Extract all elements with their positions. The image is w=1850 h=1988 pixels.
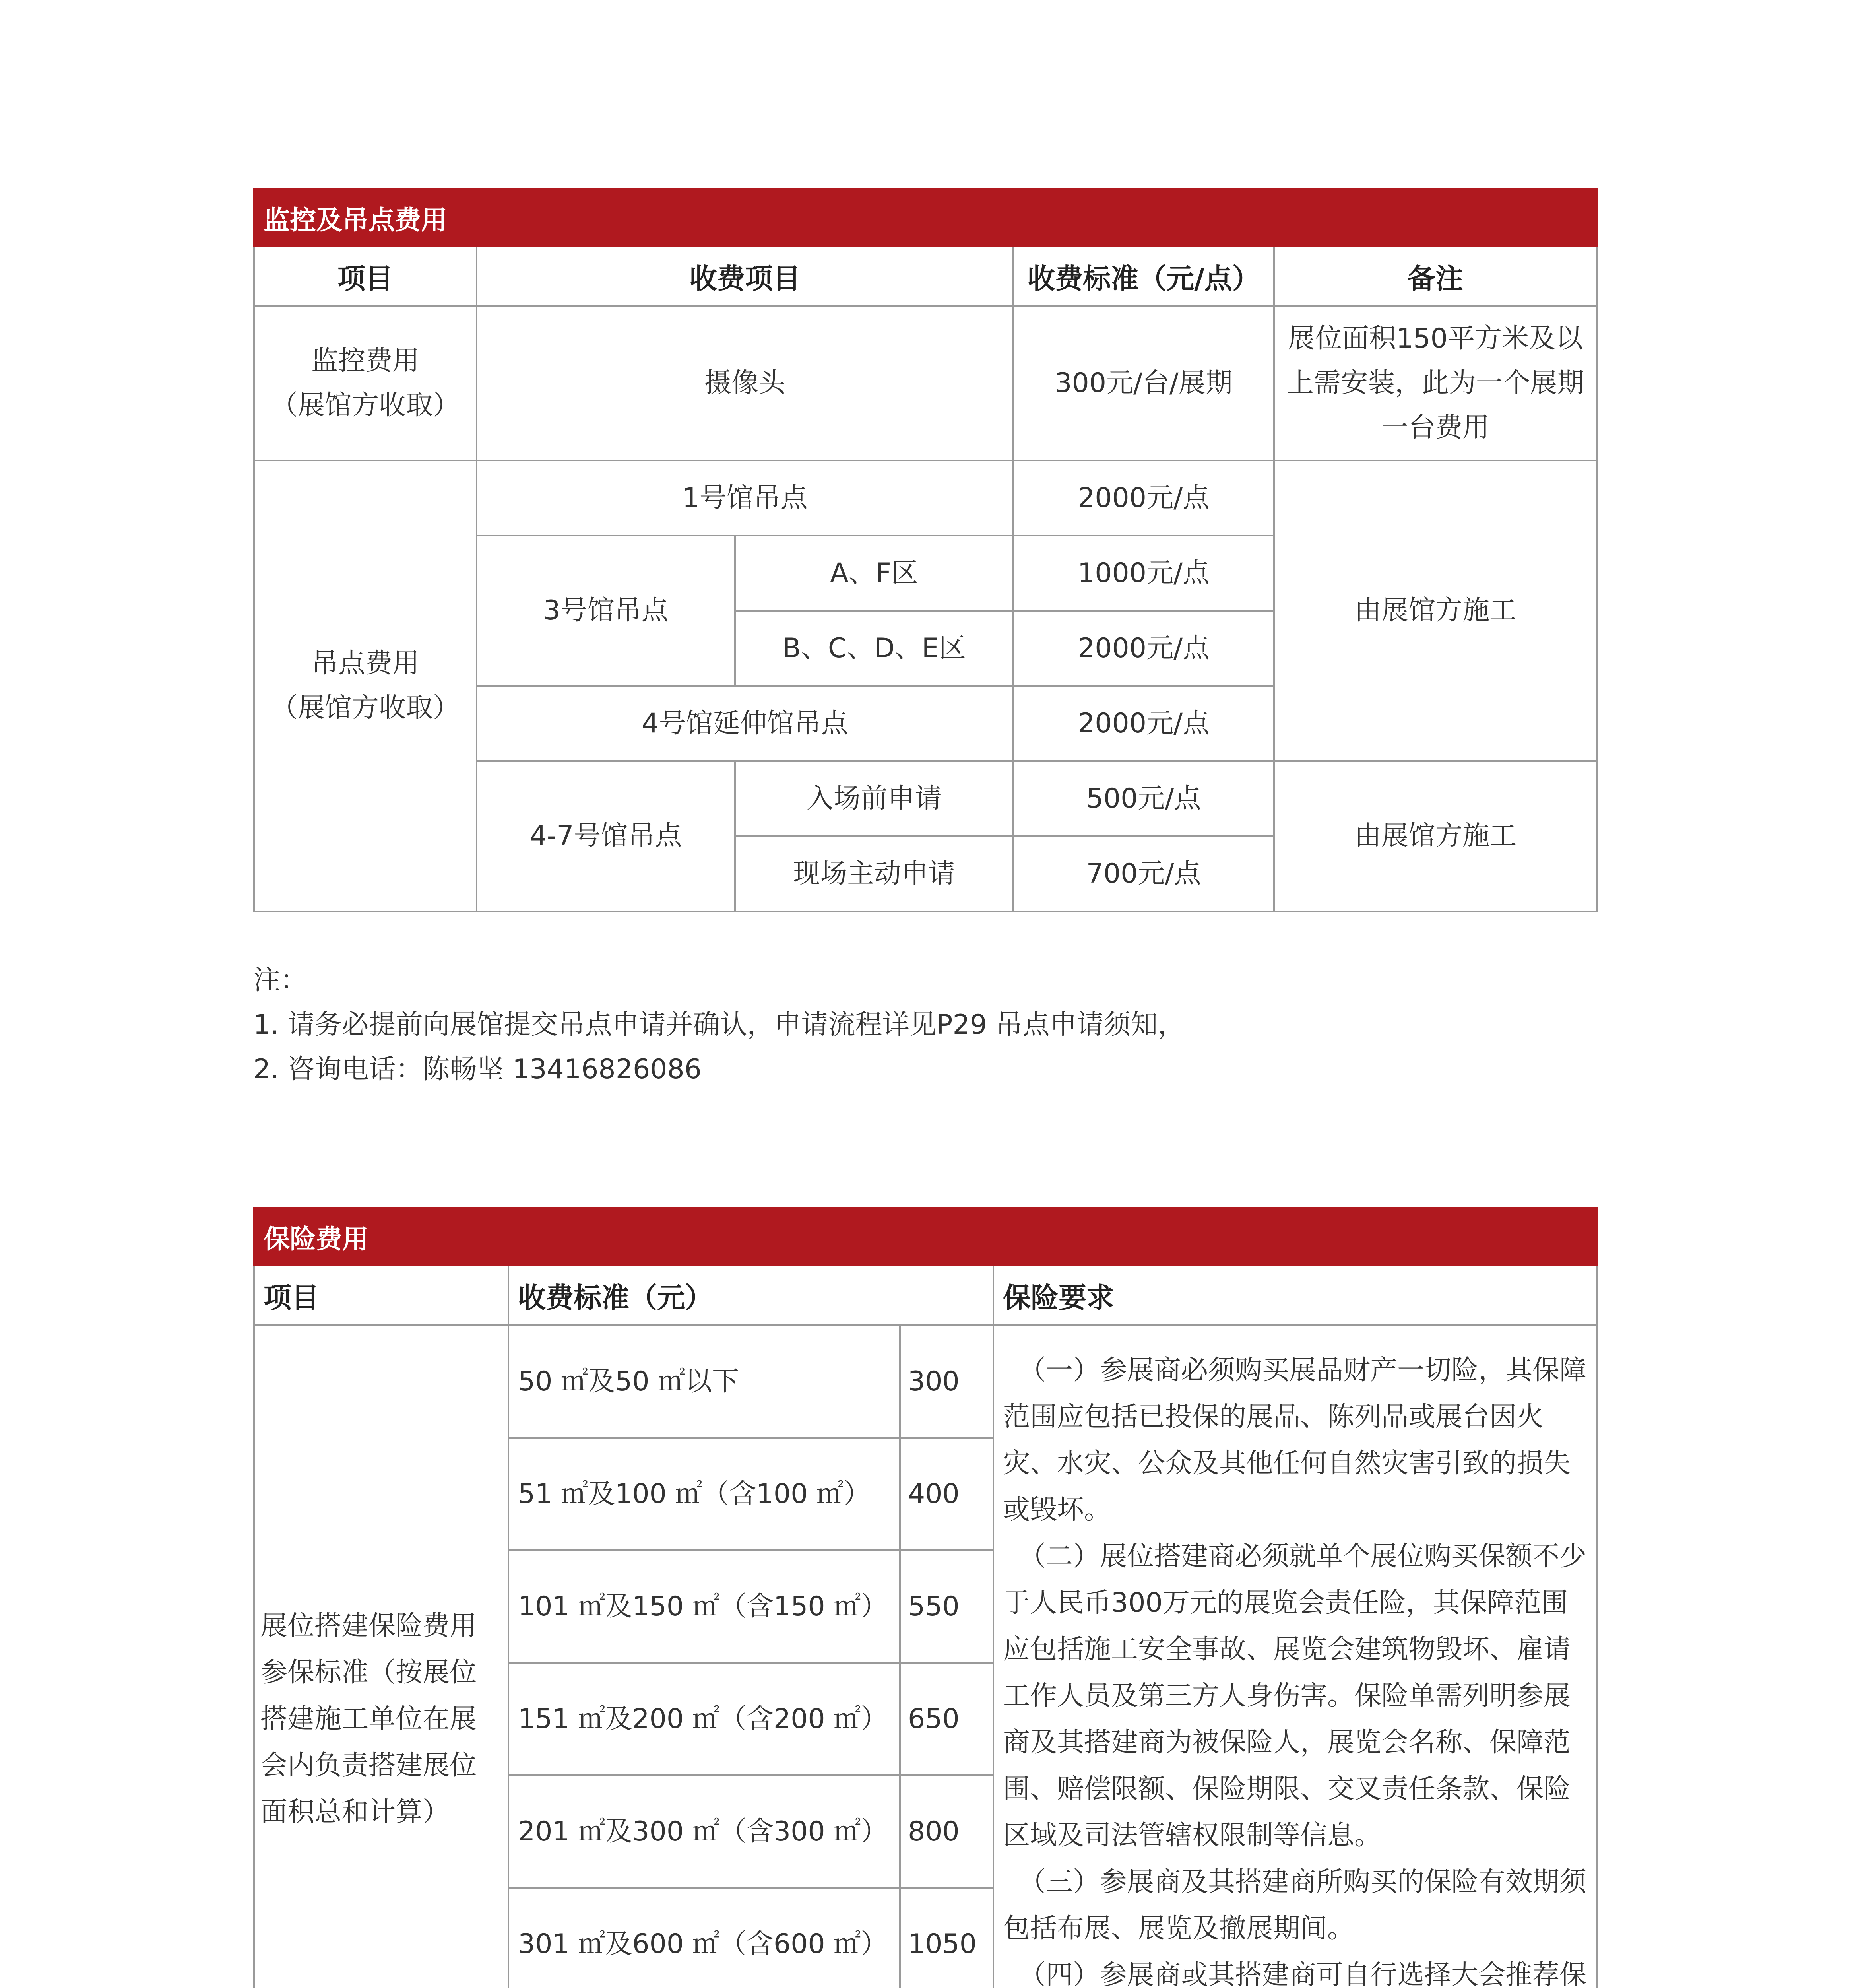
ins-price-cell: 800 [900, 1775, 993, 1888]
ins-range-cell: 101 ㎡及150 ㎡（含150 ㎡） [508, 1550, 900, 1663]
insurance-fee-table [253, 1207, 1598, 1988]
requirement-4: （四）参展商或其搭建商可自行选择大会推荐保 [1019, 1959, 1587, 1988]
hall1-price-cell: 2000元/点 [1013, 460, 1274, 536]
hall3-bcde-cell: B、C、D、E区 [735, 611, 1013, 686]
insurance-section-title: 保险费用 [254, 1208, 993, 1266]
note-item-2: 2. 咨询电话：陈畅坚 13416826086 [253, 1054, 702, 1085]
onsite-cell: 现场主动申请 [735, 836, 1013, 911]
hoist-note-cell-1: 由展馆方施工 [1274, 460, 1597, 761]
ins-range-cell: 201 ㎡及300 ㎡（含300 ㎡） [508, 1775, 900, 1888]
onsite-price-cell: 700元/点 [1013, 836, 1274, 911]
hall4-price-cell: 2000元/点 [1013, 686, 1274, 761]
notes-label: 注： [253, 965, 308, 996]
insurance-requirements-cell [993, 1325, 1597, 1988]
ins-price-cell: 650 [900, 1663, 993, 1775]
ins-col-header-item: 项目 [254, 1266, 508, 1325]
ins-price-cell: 300 [900, 1325, 993, 1438]
monitor-note-cell: 展位面积150平方米及以上需安装，此为一个展期一台费用 [1274, 306, 1597, 460]
monitor-item-cell: 监控费用 （展馆方收取） [254, 306, 477, 460]
insurance-title-band-right [993, 1208, 1597, 1266]
before-entry-price-cell: 500元/点 [1013, 761, 1274, 836]
requirement-1: （一）参展商必须购买展品财产一切险，其保障范围应包括已投保的展品、陈列品或展台因火灾、水灾、公众及其他任何自然灾害引致的损失或毁坏。 [1003, 1354, 1587, 1526]
col-header-fee-item: 收费项目 [477, 247, 1013, 306]
monitor-section-title: 监控及吊点费用 [254, 188, 1597, 247]
ins-col-header-requirements: 保险要求 [993, 1266, 1597, 1325]
notes-block [253, 958, 1185, 1092]
hall3-cell: 3号馆吊点 [477, 536, 735, 686]
col-header-item: 项目 [254, 247, 477, 306]
requirement-2: （二）展位搭建商必须就单个展位购买保额不少于人民币300万元的展览会责任险，其保障范围应包括施工安全事故、展览会建筑物毁坏、雇请工作人员及第三方人身伤害。保险单需列明参展商及其搭建商为被保险人，展览会名称、保障范围、赔偿限额、保险期限、交叉责任条款、保险区域及司法管辖权限制等信息。 [1003, 1540, 1587, 1851]
hall1-cell: 1号馆吊点 [477, 460, 1013, 536]
insurance-item-cell: 展位搭建保险费用参保标准（按展位搭建施工单位在展会内负责搭建展位面积总和计算） [254, 1325, 508, 1988]
col-header-price: 收费标准（元/点） [1013, 247, 1274, 306]
camera-cell: 摄像头 [477, 306, 1013, 460]
hall3-af-cell: A、F区 [735, 536, 1013, 611]
ins-range-cell: 151 ㎡及200 ㎡（含200 ㎡） [508, 1663, 900, 1775]
hall3-bcde-price-cell: 2000元/点 [1013, 611, 1274, 686]
requirement-3: （三）参展商及其搭建商所购买的保险有效期须包括布展、展览及撤展期间。 [1003, 1866, 1587, 1944]
hoist-note-cell-2: 由展馆方施工 [1274, 761, 1597, 911]
hoist-item-cell: 吊点费用 （展馆方收取） [254, 460, 477, 911]
ins-range-cell: 50 ㎡及50 ㎡以下 [508, 1325, 900, 1438]
col-header-note: 备注 [1274, 247, 1597, 306]
hall4-cell: 4号馆延伸馆吊点 [477, 686, 1013, 761]
hall47-cell: 4-7号馆吊点 [477, 761, 735, 911]
monitor-hoist-fee-table [253, 188, 1598, 912]
camera-price-cell: 300元/台/展期 [1013, 306, 1274, 460]
note-item-1: 1. 请务必提前向展馆提交吊点申请并确认，申请流程详见P29 吊点申请须知， [253, 1009, 1185, 1041]
ins-col-header-price: 收费标准（元） [508, 1266, 993, 1325]
ins-price-cell: 550 [900, 1550, 993, 1663]
hall3-af-price-cell: 1000元/点 [1013, 536, 1274, 611]
ins-range-cell: 301 ㎡及600 ㎡（含600 ㎡） [508, 1888, 900, 1988]
before-entry-cell: 入场前申请 [735, 761, 1013, 836]
ins-price-cell: 1050 [900, 1888, 993, 1988]
ins-price-cell: 400 [900, 1438, 993, 1550]
ins-range-cell: 51 ㎡及100 ㎡（含100 ㎡） [508, 1438, 900, 1550]
